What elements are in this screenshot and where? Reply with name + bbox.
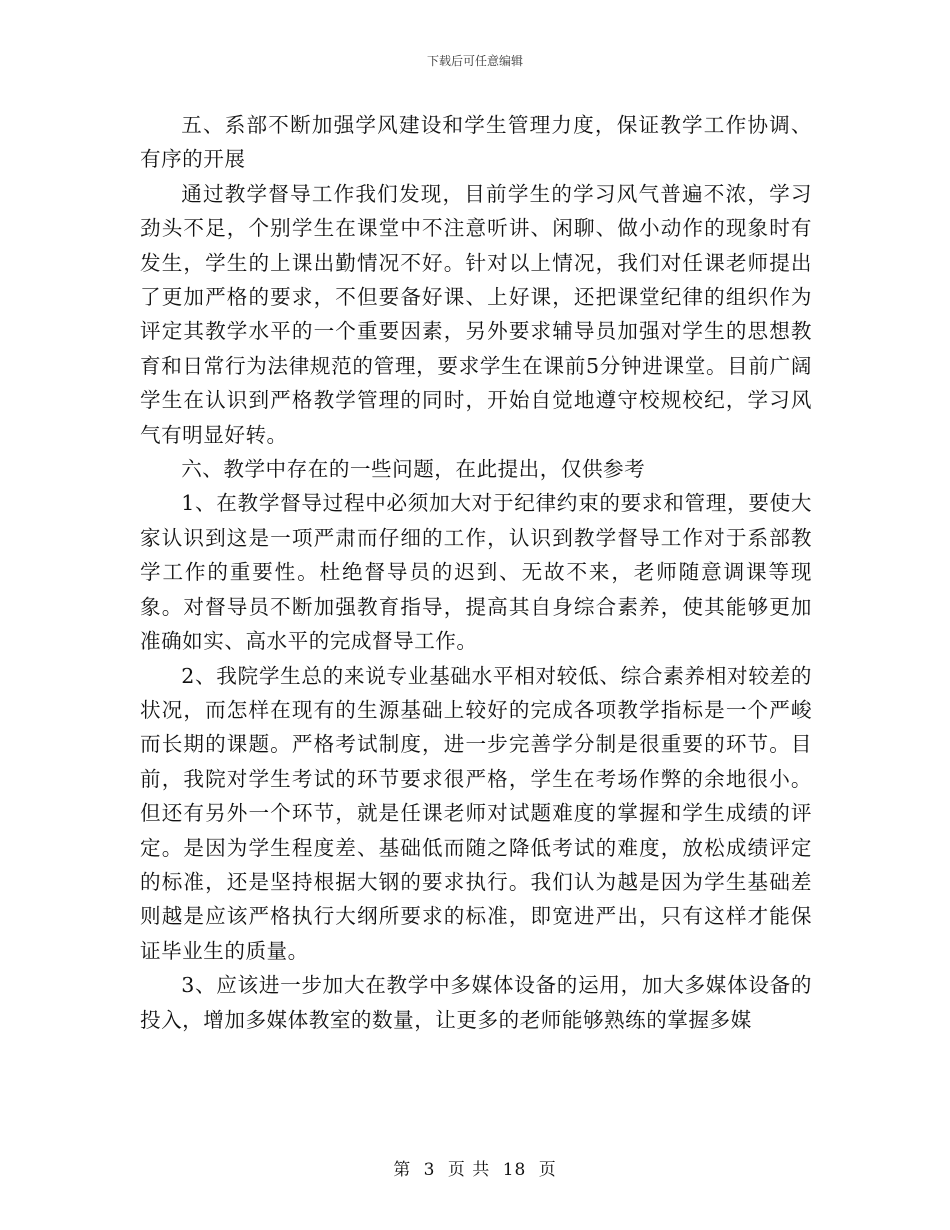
document-body xyxy=(140,108,812,1037)
paragraph-study-style: 通过教学督导工作我们发现，目前学生的学习风气普遍不浓，学习劲头不足，个别学生在课堂中不注意听讲、闲聊、做小动作的现象时有发生，学生的上课出勤情况不好。针对以上情况，我们对任课老师提出了更加严格的要求，不但要备好课、上好课，还把课堂纪律的组织作为评定其教学水平的一个重要因素，另外要求辅导员加强对学生的思想教育和日常行为法律规范的管理，要求学生在课前5分钟进课堂。目前广阔学生在认识到严格教学管理的同时，开始自觉地遵守校规校纪，学习风气有明显好转。 xyxy=(140,181,812,447)
footer-suffix: 页 xyxy=(538,1160,557,1180)
footer-total-pages: 18 xyxy=(502,1160,527,1180)
paragraph-item-3: 3、应该进一步加大在教学中多媒体设备的运用，加大多媒体设备的投入，增加多媒体教室的数量，让更多的老师能够熟练的掌握多媒 xyxy=(140,973,812,1032)
section-heading-6: 六、教学中存在的一些问题，在此提出，仅供参考 xyxy=(181,457,646,482)
page-header: 下载后可任意编辑 xyxy=(426,54,523,68)
paragraph-item-1: 1、在教学督导过程中必须加大对于纪律约束的要求和管理，要使大家认识到这是一项严肃而仔细的工作，认识到教学督导工作对于系部教学工作的重要性。杜绝督导员的迟到、无故不来，老师随意调课等现象。对督导员不断加强教育指导，提高其自身综合素养，使其能够更加准确如实、高水平的完成督导工作。 xyxy=(140,491,812,654)
section-heading-5: 五、系部不断加强学风建设和学生管理力度，保证教学工作协调、有序的开展 xyxy=(140,113,812,172)
page-footer xyxy=(0,1155,950,1180)
footer-prefix: 第 xyxy=(393,1160,412,1180)
footer-middle: 页 共 xyxy=(447,1160,491,1180)
paragraph-item-2: 2、我院学生总的来说专业基础水平相对较低、综合素养相对较差的状况，而怎样在现有的生源基础上较好的完成各项教学指标是一个严峻而长期的课题。严格考试制度，进一步完善学分制是很重要的环节。目前，我院对学生考试的环节要求很严格，学生在考场作弊的余地很小。但还有另外一个环节，就是任课老师对试题难度的掌握和学生成绩的评定。是因为学生程度差、基础低而随之降低考试的难度，放松成绩评定的标准，还是坚持根据大钢的要求执行。我们认为越是因为学生基础差则越是应该严格执行大纲所要求的标准，即宽进严出，只有这样才能保证毕业生的质量。 xyxy=(140,663,812,963)
footer-page-number: 3 xyxy=(423,1160,436,1180)
